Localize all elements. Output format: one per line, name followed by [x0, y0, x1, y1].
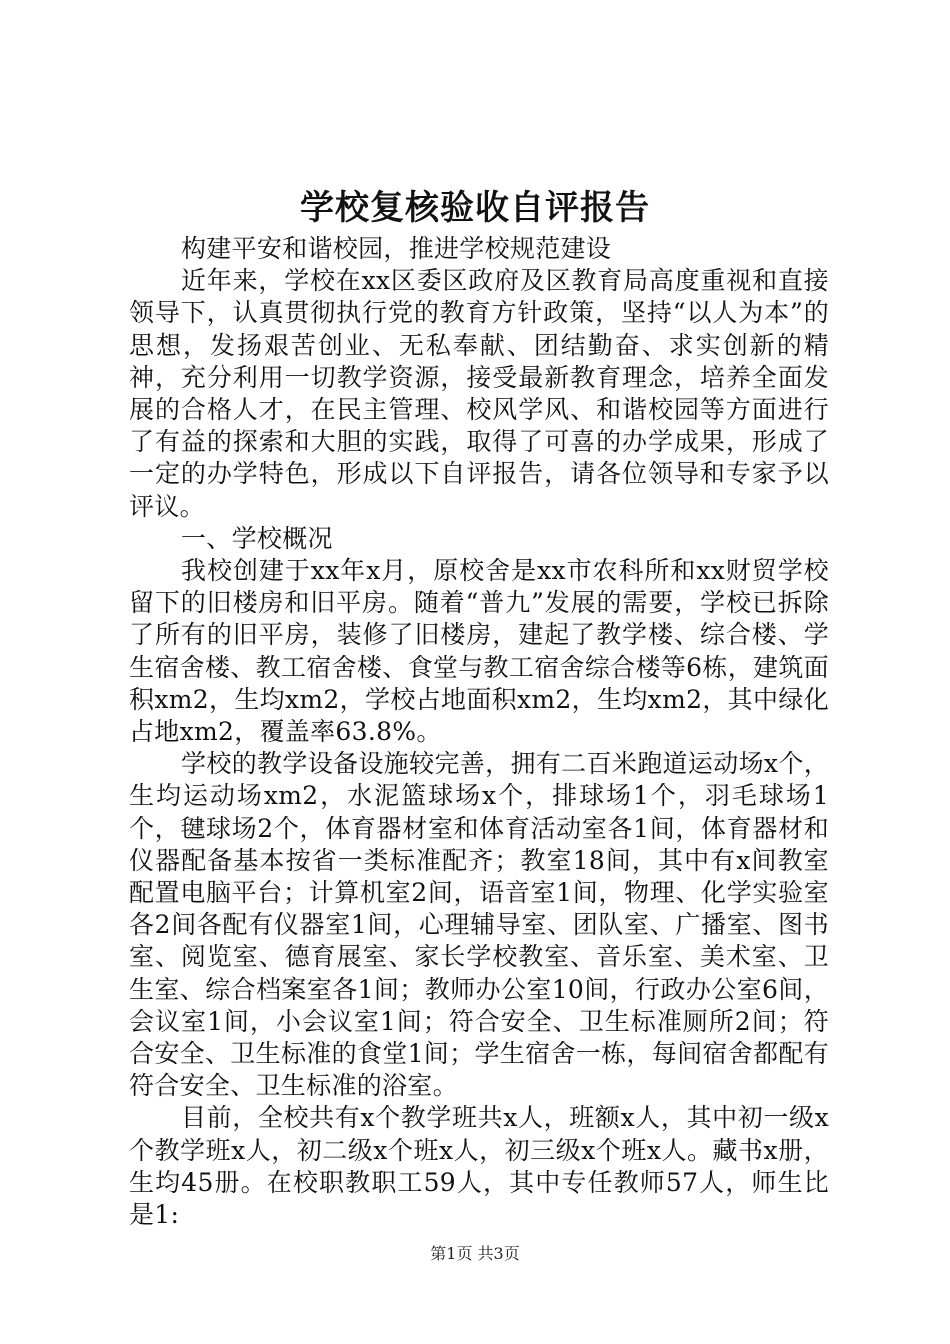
history-paragraph: 我校创建于xx年x月，原校舍是xx市农科所和xx财贸学校留下的旧楼房和旧平房。随着“普九”发展的需要，学校已拆除了所有的旧平房，装修了旧楼房，建起了教学楼、综合楼、学生宿舍楼、教工宿舍楼、食堂与教工宿舍综合楼等6栋，建筑面积xm2，生均xm2，学校占地面积xm2，生均xm2，其中绿化占地xm2，覆盖率63.8%。	[129, 556, 829, 747]
page-footer: 第1页 共3页	[430, 1244, 520, 1263]
document-body	[129, 233, 829, 1231]
intro-paragraph: 近年来，学校在xx区委区政府及区教育局高度重视和直接领导下，认真贯彻执行党的教育方针政策，坚持“以人为本”的思想，发扬艰苦创业、无私奉献、团结勤奋、求实创新的精神，充分利用一切教学资源，接受最新教育理念，培养全面发展的合格人才，在民主管理、校风学风、和谐校园等方面进行了有益的探索和大胆的实践，取得了可喜的办学成果，形成了一定的办学特色，形成以下自评报告，请各位领导和专家予以评议。	[129, 266, 829, 521]
section-heading: 一、学校概况	[181, 523, 333, 553]
facilities-paragraph: 学校的教学设备设施较完善，拥有二百米跑道运动场x个，生均运动场xm2，水泥篮球场x个，排球场1个，羽毛球场1个，毽球场2个，体育器材室和体育活动室各1间，体育器材和仪器配备基本按省一类标准配齐；教室18间，其中有x间教室配置电脑平台；计算机室2间，语音室1间，物理、化学实验室各2间各配有仪器室1间，心理辅导室、团队室、广播室、图书室、阅览室、德育展室、家长学校教室、音乐室、美术室、卫生室、综合档案室各1间；教师办公室10间，行政办公室6间，会议室1间，小会议室1间；符合安全、卫生标准厕所2间；符合安全、卫生标准的食堂1间；学生宿舍一栋，每间宿舍都配有符合安全、卫生标准的浴室。	[129, 749, 829, 1101]
document-title: 学校复核验收自评报告	[300, 188, 650, 228]
enrollment-paragraph: 目前，全校共有x个教学班共x人，班额x人，其中初一级x个教学班x人，初二级x个班x人，初三级x个班x人。藏书x册，生均45册。在校职教职工59人，其中专任教师57人，师生比是1:	[129, 1103, 829, 1230]
subtitle-paragraph: 构建平安和谐校园，推进学校规范建设	[181, 234, 612, 263]
